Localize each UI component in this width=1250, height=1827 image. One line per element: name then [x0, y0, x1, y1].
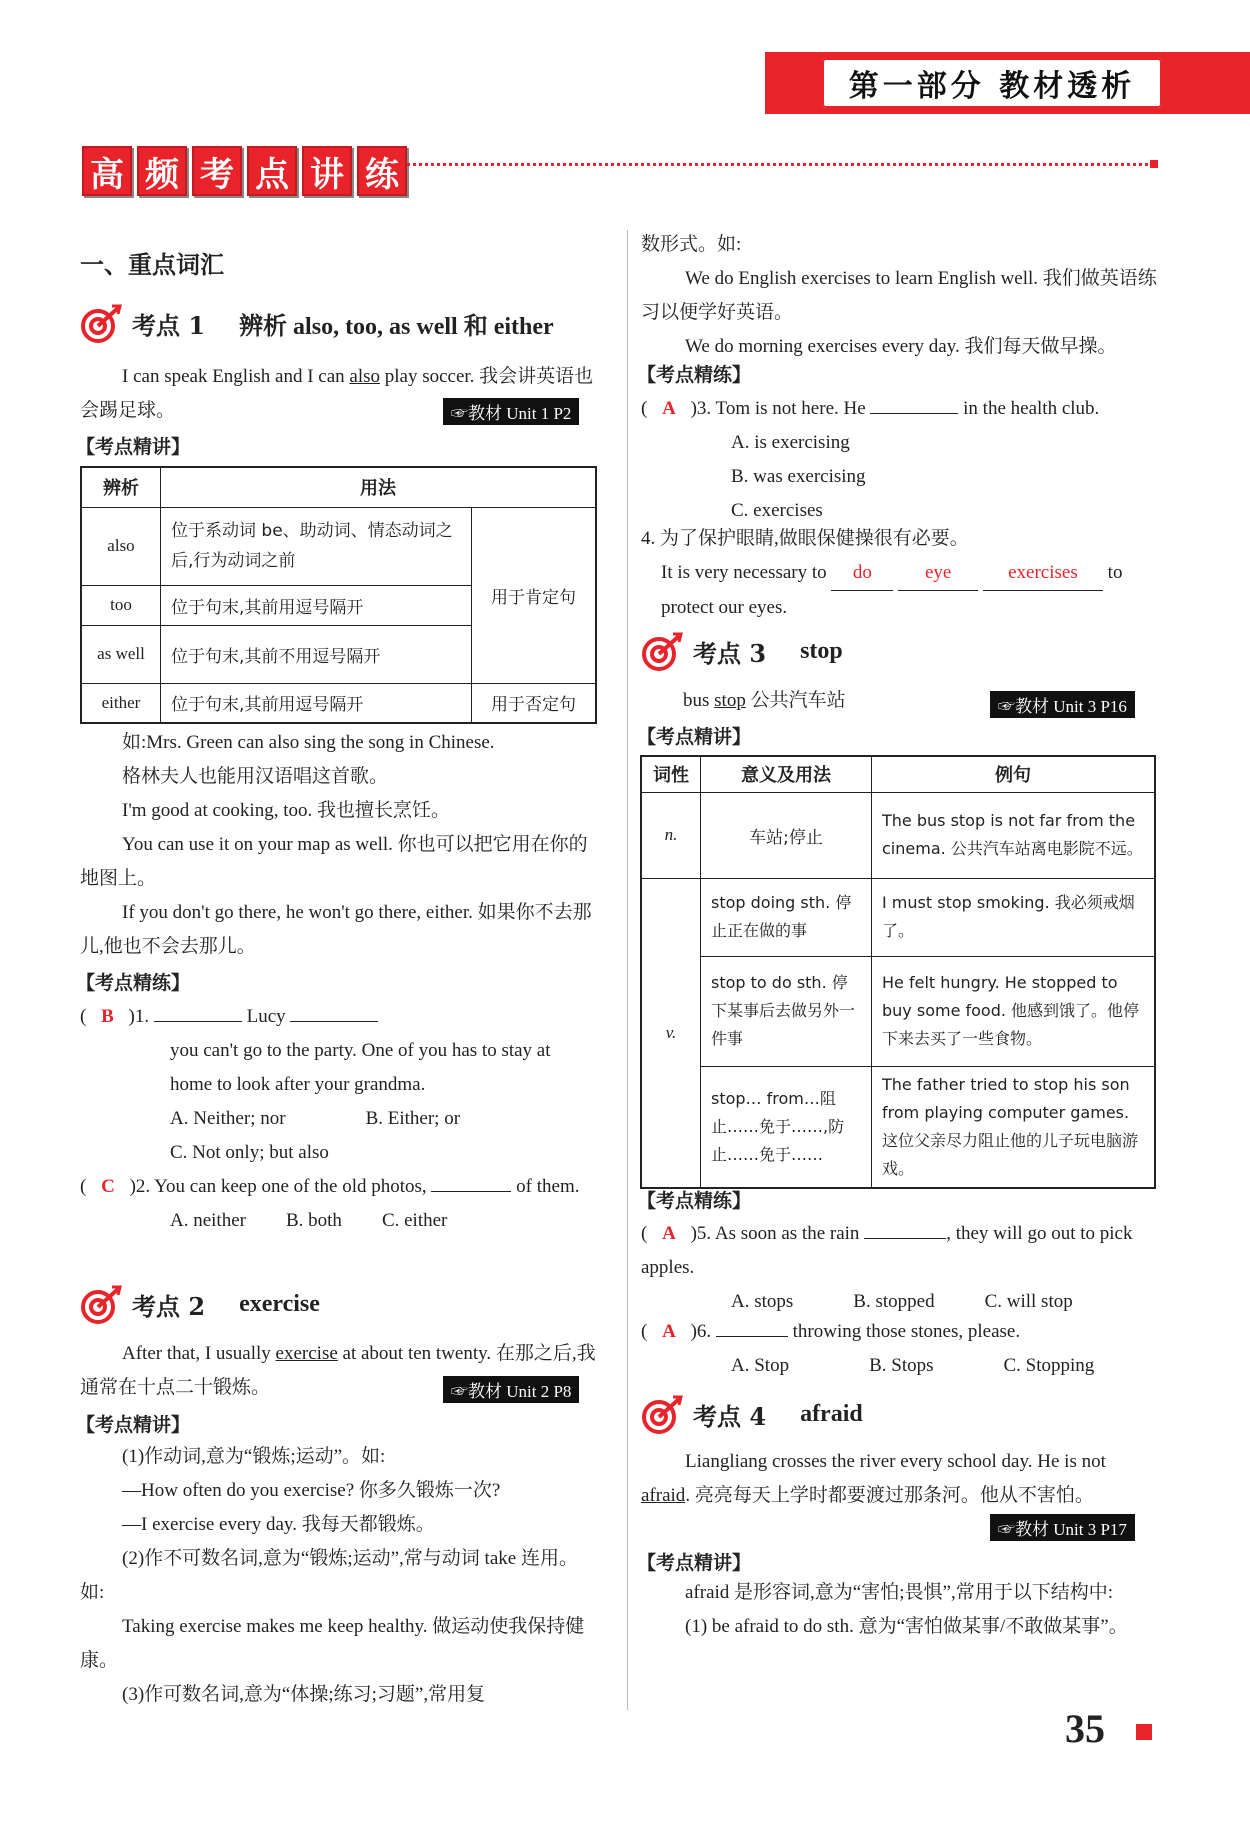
point-line: (2)作不可数名词,意为“锻炼;运动”,常与动词 take 连用。如: [80, 1548, 578, 1603]
table-header: 例句 [872, 756, 1156, 792]
question-4 [641, 522, 1157, 625]
option: A. stops [731, 1291, 794, 1312]
example-keyword: afraid [641, 1485, 686, 1506]
table-cell: stop doing sth. 停止正在做的事 [701, 878, 872, 956]
kp4-points [641, 1576, 1157, 1644]
answer: C [101, 1176, 115, 1197]
target-icon [80, 302, 122, 344]
table-header: 用法 [161, 467, 597, 507]
point-line: afraid 是形容词,意为“害怕;畏惧”,常用于以下结构中: [685, 1582, 1113, 1603]
option: B. Either; or [365, 1108, 461, 1129]
target-icon [641, 630, 683, 672]
example-text: 公共汽车站 [745, 690, 846, 711]
kp-label: 考点 [693, 1401, 741, 1431]
question-text: Lucy [246, 1006, 286, 1027]
question-text: to [1107, 562, 1123, 583]
example-text: at about ten twenty. 在那之后,我通常在十点二十锻炼。 [80, 1343, 596, 1398]
question-text: , they will go out to pick apples. [641, 1223, 1133, 1278]
option: A. is exercising [731, 432, 850, 453]
point-line: We do English exercises to learn English well. 我们做英语练习以便学好英语。 [641, 268, 1157, 323]
sub-label: 【考点精讲】 [637, 726, 752, 748]
example-line: I'm good at cooking, too. 我也擅长烹饪。 [122, 800, 450, 821]
sub-label: 【考点精练】 [637, 364, 752, 386]
example-text: I can speak English and I can [122, 366, 350, 387]
table-cell: I must stop smoking. 我必须戒烟了。 [872, 878, 1156, 956]
table-cell: stop… from…阻止……免于……,防止……免于…… [701, 1066, 872, 1188]
kp3-table [640, 755, 1156, 1189]
point-line: —How often do you exercise? 你多久锻炼一次? [122, 1480, 501, 1501]
example-line: 格林夫人也能用汉语唱这首歌。 [122, 766, 389, 787]
table-cell: 车站;停止 [701, 792, 872, 878]
question-text: )2. You can keep one of the old photos, [129, 1176, 427, 1197]
point-line: —I exercise every day. 我每天都锻炼。 [122, 1514, 435, 1535]
question-text: )5. As soon as the rain [690, 1223, 860, 1244]
example-text: play soccer. 我会讲英语也会踢足球。 [80, 366, 594, 421]
table-header: 词性 [641, 756, 701, 792]
textbook-tag: ☞教材 Unit 1 P2 [443, 398, 579, 425]
part-title: 第一部分 教材透析 [822, 58, 1162, 108]
table-cell: 位于句末,其前不用逗号隔开 [161, 625, 472, 683]
point-line: Taking exercise makes me keep healthy. 做运动使我保持健康。 [80, 1616, 585, 1671]
point-line: 数形式。如: [641, 234, 742, 255]
table-cell: 位于句末,其前用逗号隔开 [161, 683, 472, 723]
column-divider [627, 230, 628, 1710]
answer: B [101, 1006, 114, 1027]
question-number: )1. [128, 1006, 150, 1027]
title-tile: 考 [192, 146, 242, 196]
kp3-example [683, 684, 846, 718]
question-text: )3. Tom is not here. He [690, 398, 866, 419]
answer-blank: eye [898, 556, 978, 591]
table-cell: either [81, 683, 161, 723]
textbook-tag: ☞教材 Unit 3 P17 [990, 1514, 1135, 1541]
question-text: throwing those stones, please. [792, 1321, 1021, 1342]
divider-end-marker [1150, 160, 1158, 168]
example-text: bus [683, 690, 715, 711]
title-tile: 讲 [302, 146, 352, 196]
table-cell: 用于肯定句 [472, 507, 597, 683]
kp-title: 辨析 also, too, as well 和 either [239, 313, 554, 340]
option: C. exercises [731, 500, 823, 521]
table-cell: stop to do sth. 停下某事后去做另外一件事 [701, 956, 872, 1066]
question-text: 4. 为了保护眼睛,做眼保健操很有必要。 [641, 528, 969, 549]
question-1: ( B )1. Lucy you can't go to the party. One of you has to stay at home to look after your grandma. A. Neither; nor B. Either; or C. Not only; but also [80, 1000, 597, 1170]
kp-label: 考点 [132, 1291, 180, 1321]
question-text: protect our eyes. [661, 597, 788, 618]
option: B. stopped [853, 1291, 935, 1312]
title-tile: 频 [137, 146, 187, 196]
option: C. will stop [984, 1291, 1073, 1312]
kp-label: 考点 [693, 638, 741, 668]
textbook-tag: ☞教材 Unit 3 P16 [990, 691, 1135, 718]
example-line: If you don't go there, he won't go there, either. 如果你不去那儿,他也不会去那儿。 [80, 902, 592, 957]
answer-blank: exercises [983, 556, 1103, 591]
answer-blank: do [831, 556, 893, 591]
title-tile: 点 [247, 146, 297, 196]
option: B. was exercising [731, 466, 866, 487]
question-text: )6. [690, 1321, 712, 1342]
option: A. Stop [731, 1355, 790, 1376]
option: B. Stops [869, 1355, 934, 1376]
option: C. Stopping [1003, 1355, 1095, 1376]
question-text: you can't go to the party. One of you has to stay at home to look after your grandma. [170, 1040, 551, 1095]
vocab-heading: 一、重点词汇 [80, 251, 224, 279]
kp1-examples [80, 726, 597, 964]
kp1-heading [80, 302, 554, 344]
target-icon [641, 1393, 683, 1435]
kp4-example [641, 1445, 1157, 1513]
kp-number: 1 [188, 310, 206, 340]
question-3: ( A )3. Tom is not here. He in the health club. A. is exercising B. was exercising C. exercises [641, 392, 1157, 528]
example-text: After that, I usually [122, 1343, 276, 1364]
question-text: in the health club. [963, 398, 1100, 419]
option: A. neither [170, 1210, 246, 1231]
kp2-continued [641, 228, 1157, 364]
example-line: 如:Mrs. Green can also sing the song in Chinese. [122, 732, 495, 753]
kp-title: exercise [239, 1290, 320, 1317]
kp-number: 2 [188, 1291, 206, 1321]
page-number: 35 [1065, 1706, 1105, 1751]
section-title [82, 146, 407, 196]
title-tile: 练 [357, 146, 407, 196]
sub-label: 【考点精练】 [637, 1190, 752, 1212]
kp-number: 4 [749, 1401, 767, 1431]
option: B. both [285, 1210, 342, 1231]
kp2-heading [80, 1283, 320, 1325]
sub-label: 【考点精讲】 [76, 1414, 191, 1436]
sub-label: 【考点精讲】 [76, 436, 191, 458]
question-text: It is very necessary to [661, 562, 827, 583]
table-cell: too [81, 585, 161, 625]
table-cell: 用于否定句 [472, 683, 597, 723]
answer: A [662, 1223, 676, 1244]
question-6: ( A )6. throwing those stones, please. A. Stop B. Stops C. Stopping [641, 1321, 1095, 1376]
point-line: We do morning exercises every day. 我们每天做早操。 [685, 336, 1117, 357]
page-number-marker [1136, 1724, 1152, 1740]
table-cell: also [81, 507, 161, 585]
kp-label: 考点 [132, 310, 180, 340]
table-cell: 位于系动词 be、助动词、情态动词之后,行为动词之前 [161, 507, 472, 585]
title-tile: 高 [82, 146, 132, 196]
kp1-table [80, 466, 597, 724]
textbook-tag: ☞教材 Unit 2 P8 [443, 1376, 579, 1403]
point-line: (1)作动词,意为“锻炼;运动”。如: [122, 1446, 386, 1467]
kp2-points [80, 1440, 597, 1712]
kp3-heading [641, 630, 843, 672]
example-text: Liangliang crosses the river every school day. He is not [685, 1451, 1106, 1472]
target-icon [80, 1283, 122, 1325]
question-5: ( A )5. As soon as the rain , they will go out to pick apples. A. stops B. stopped C. will stop [641, 1223, 1133, 1312]
option: A. Neither; nor [170, 1108, 286, 1129]
example-line: You can use it on your map as well. 你也可以把它用在你的地图上。 [80, 834, 588, 889]
table-cell: The bus stop is not far from the cinema. 公共汽车站离电影院不远。 [872, 792, 1156, 878]
example-keyword: also [349, 366, 380, 387]
point-line: (1) be afraid to do sth. 意为“害怕做某事/不敢做某事”。 [685, 1616, 1128, 1637]
dotted-divider [388, 163, 1154, 166]
table-header: 辨析 [81, 467, 161, 507]
point-line: (3)作可数名词,意为“体操;练习;习题”,常用复 [122, 1684, 486, 1705]
kp-title: afraid [800, 1400, 863, 1427]
sub-label: 【考点精讲】 [637, 1552, 752, 1574]
answer: A [662, 1321, 676, 1342]
example-text: . 亮亮每天上学时都要渡过那条河。他从不害怕。 [685, 1485, 1094, 1506]
table-cell: 位于句末,其前用逗号隔开 [161, 585, 472, 625]
example-keyword: exercise [275, 1343, 338, 1364]
sub-label: 【考点精练】 [76, 972, 191, 994]
table-header: 意义及用法 [701, 756, 872, 792]
table-cell: He felt hungry. He stopped to buy some food. 他感到饿了。他停下来去买了一些食物。 [872, 956, 1156, 1066]
question-2: ( C )2. You can keep one of the old photos, of them. A. neither B. both C. either [80, 1176, 580, 1231]
table-cell: The father tried to stop his son from playing computer games. 这位父亲尽力阻止他的儿子玩电脑游戏。 [872, 1066, 1156, 1188]
table-cell: n. [641, 792, 701, 878]
question-text: of them. [516, 1176, 580, 1197]
answer: A [662, 398, 676, 419]
kp-number: 3 [749, 638, 767, 668]
kp-title: stop [800, 637, 843, 664]
example-keyword: stop [714, 690, 746, 711]
kp4-heading [641, 1393, 863, 1435]
table-cell: as well [81, 625, 161, 683]
table-cell: v. [641, 878, 701, 1188]
option: C. Not only; but also [170, 1142, 329, 1163]
option: C. either [381, 1210, 448, 1231]
